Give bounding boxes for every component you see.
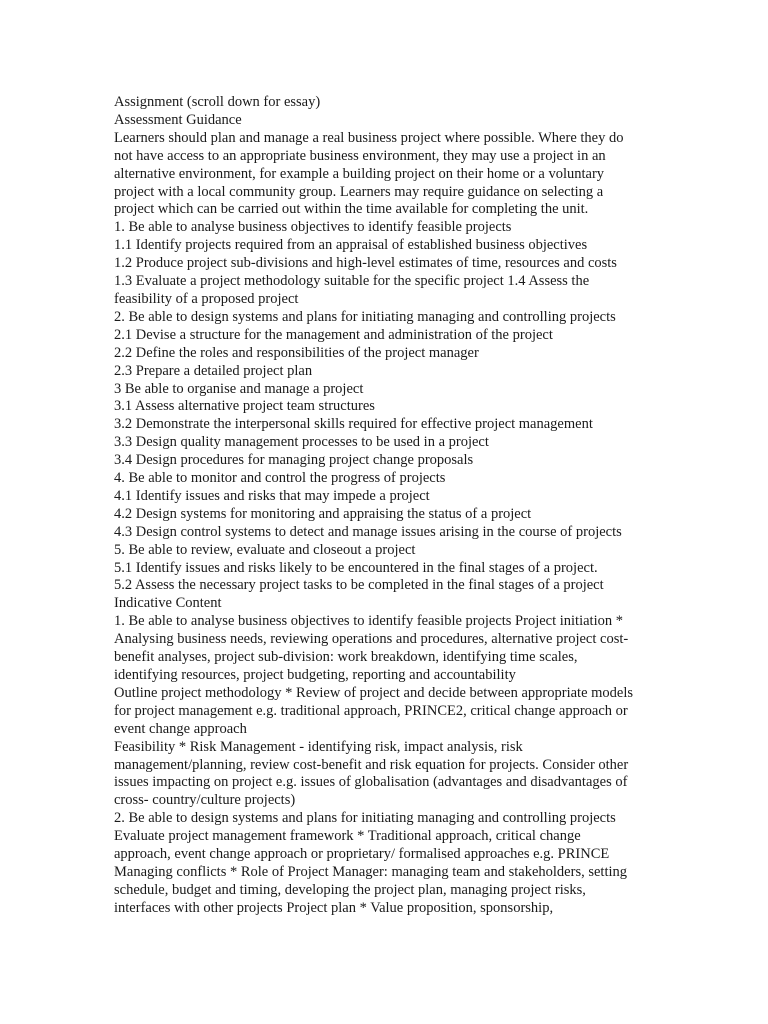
criterion-1-2: 1.2 Produce project sub-divisions and high-level estimates of time, resources and costs	[114, 255, 617, 272]
guidance-paragraph: Learners should plan and manage a real business project where possible. Where they do not have access to an appropriate business environment, they may use a project in an alternative environment, for example a building project on their home or a voluntary project with a local community group. Learners may require guidance on selecting a project which can be carried out within the time available for completing the unit.	[114, 129, 624, 218]
criterion-2-1: 2.1 Devise a structure for the management and administration of the project	[114, 326, 553, 343]
criterion-2-3: 2.3 Prepare a detailed project plan	[114, 362, 313, 379]
outcome-1: 1. Be able to analyse business objectives to identify feasible projects	[114, 219, 512, 236]
criterion-1-1: 1.1 Identify projects required from an appraisal of established business objectives	[114, 237, 588, 254]
outcome-4: 4. Be able to monitor and control the progress of projects	[114, 470, 446, 487]
criterion-2-2: 2.2 Define the roles and responsibilities of the project manager	[114, 344, 479, 361]
criterion-3-1: 3.1 Assess alternative project team structures	[114, 398, 375, 415]
criterion-4-2: 4.2 Design systems for monitoring and appraising the status of a project	[114, 505, 532, 522]
criterion-4-3: 4.3 Design control systems to detect and manage issues arising in the course of projects	[114, 523, 622, 540]
content-outcome-2: 2. Be able to design systems and plans for initiating managing and controlling projects	[114, 810, 616, 827]
document-title: Assignment (scroll down for essay)	[114, 94, 321, 110]
document-page	[114, 94, 634, 918]
criterion-5-2: 5.2 Assess the necessary project tasks to be completed in the final stages of a project	[114, 577, 604, 594]
outcome-5: 5. Be able to review, evaluate and closeout a project	[114, 541, 416, 558]
criterion-3-3: 3.3 Design quality management processes to be used in a project	[114, 434, 489, 451]
criterion-3-4: 3.4 Design procedures for managing project change proposals	[114, 452, 474, 469]
content-paragraph-methodology: Outline project methodology * Review of project and decide between appropriate models for project management e.g. traditional approach, PRINCE2, critical change approach or event change approach	[114, 684, 634, 737]
content-paragraph-project-initiation: 1. Be able to analyse business objectives to identify feasible projects Project initiation * Analysing business needs, reviewing operations and procedures, alternative project cost-benefit analyses, project sub-division: work breakdown, identifying time scales, identifying resources, project budgeting, reporting and accountability	[114, 613, 629, 683]
criterion-3-2: 3.2 Demonstrate the interpersonal skills required for effective project management	[114, 416, 593, 433]
criterion-4-1: 4.1 Identify issues and risks that may impede a project	[114, 487, 430, 504]
content-paragraph-conflicts: Managing conflicts * Role of Project Manager: managing team and stakeholders, setting schedule, budget and timing, developing the project plan, managing project risks, interfaces with other projects Project plan * Value proposition, sponsorship,	[114, 863, 628, 916]
criterion-1-3-1-4: 1.3 Evaluate a project methodology suitable for the specific project 1.4 Assess the feasibility of a proposed project	[114, 273, 590, 307]
section-heading-indicative-content: Indicative Content	[114, 595, 222, 612]
criterion-5-1: 5.1 Identify issues and risks likely to be encountered in the final stages of a project.	[114, 559, 598, 576]
content-paragraph-feasibility: Feasibility * Risk Management - identifying risk, impact analysis, risk management/planning, review cost-benefit and risk equation for projects. Consider other issues impacting on project e.g. issues of globalisation (advantages and disadvantages of cross- country/culture projects)	[114, 738, 629, 809]
content-paragraph-framework: Evaluate project management framework * Traditional approach, critical change approach, event change approach or proprietary/ formalised approaches e.g. PRINCE	[114, 828, 610, 863]
outcome-3: 3 Be able to organise and manage a project	[114, 380, 364, 397]
section-heading-assessment-guidance: Assessment Guidance	[114, 111, 242, 128]
outcome-2: 2. Be able to design systems and plans for initiating managing and controlling projects	[114, 308, 616, 325]
